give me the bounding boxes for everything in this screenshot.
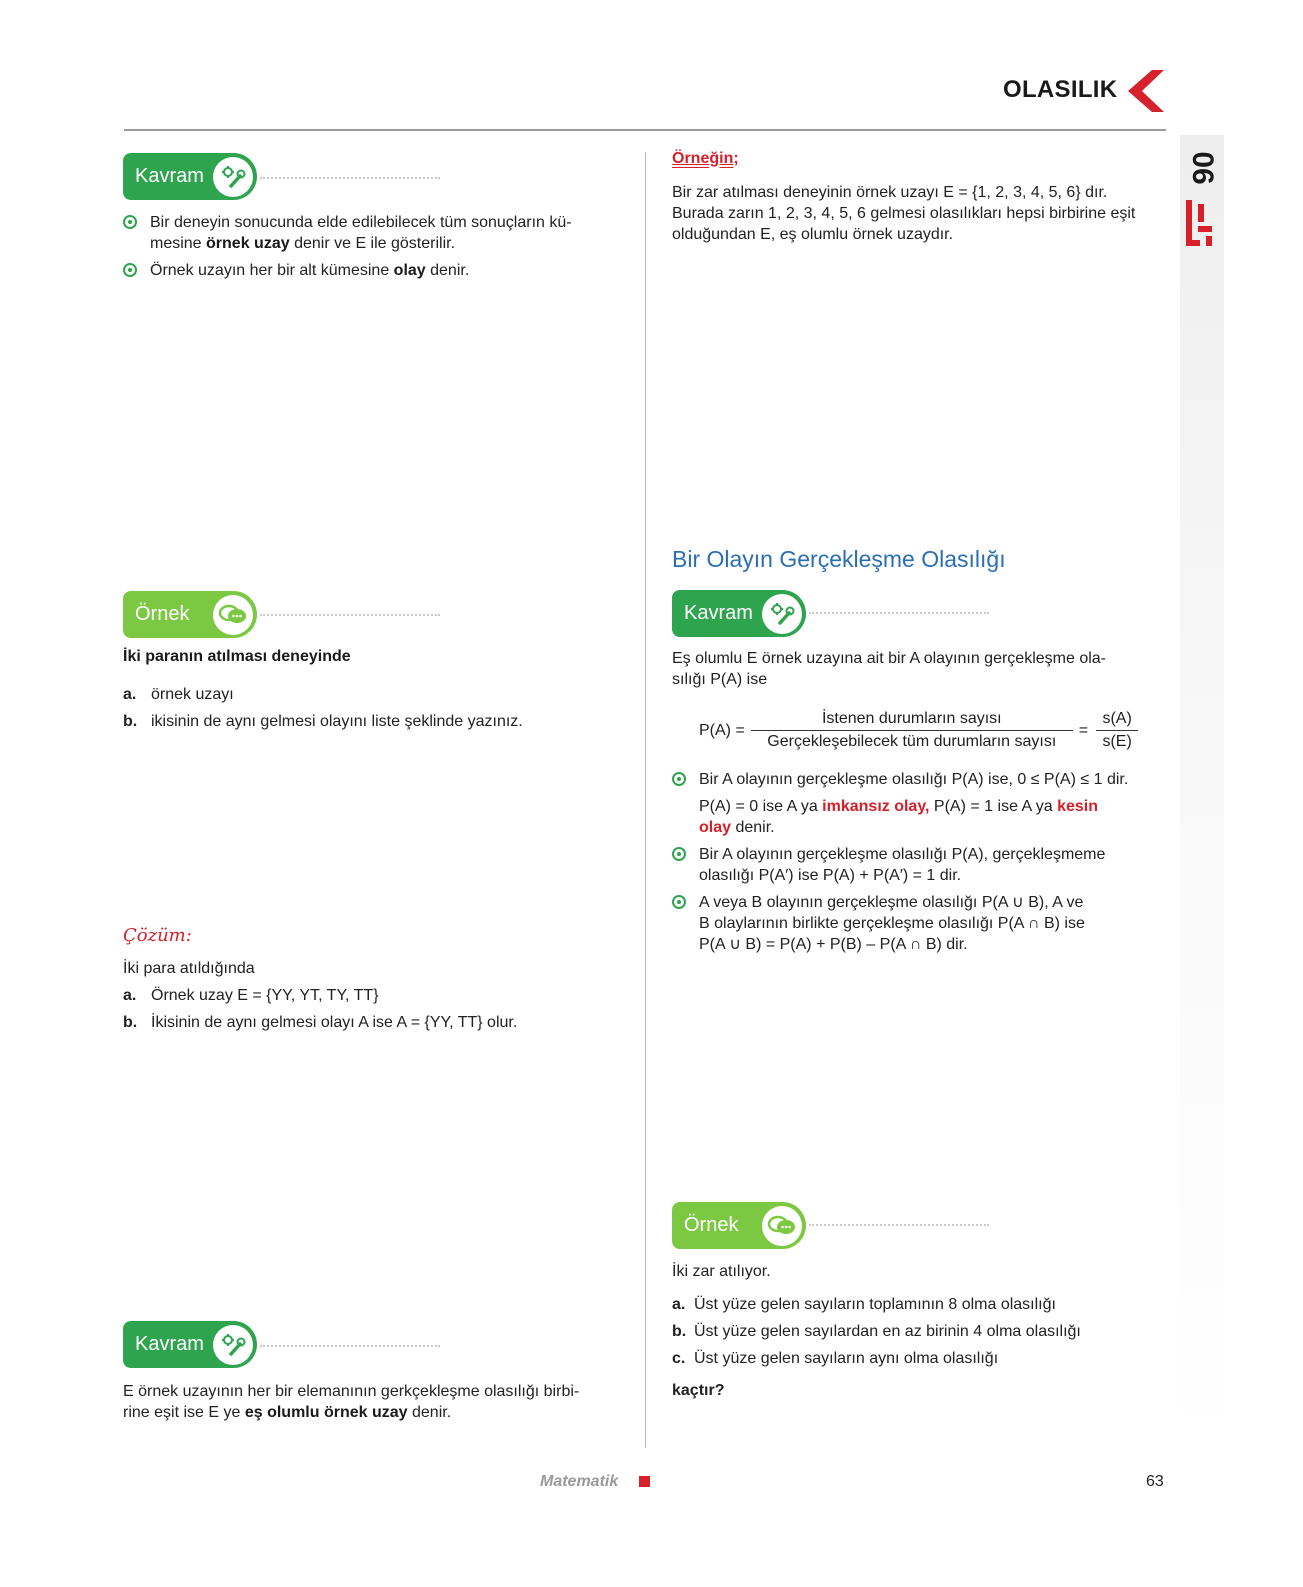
ornegin-label: Örneğin; — [672, 150, 739, 167]
formula-denominator-short: s(E) — [1096, 730, 1138, 751]
footer-square — [639, 1476, 650, 1487]
bullet-icon — [672, 895, 686, 909]
kavram1-text — [123, 212, 618, 281]
list-item: b. Üst yüze gelen sayılardan en az birinin 4 olma olasılığı — [672, 1323, 1081, 1340]
kavram-badge: Kavram — [123, 1321, 257, 1368]
kavram-badge: Kavram — [123, 153, 257, 200]
kavram-intro: Eş olumlu E örnek uzayına ait bir A olayının gerçekleşme ola- sılığı P(A) ise — [672, 650, 1106, 688]
dotted-line — [260, 177, 440, 179]
kavram2-text: E örnek uzayının her bir elemanının gerkçekleşme olasılığı birbi- rine eşit ise E ye eş olumlu örnek uzay denir. — [123, 1383, 580, 1421]
kavram-badge: Kavram — [672, 590, 806, 637]
probability-formula: P(A) = $\frac{\text{İstenen durumların sayısı}}{\text{Gerçekleşebilecek tüm durumların sayısı}}$ = $\frac{s(A)}{s(E)}$ — [699, 710, 1138, 751]
bullet-icon — [123, 263, 137, 277]
bullet-icon — [672, 847, 686, 861]
chevron-left-icon — [1124, 68, 1168, 114]
speech-bubbles-icon — [762, 1206, 802, 1246]
dotted-line — [809, 1224, 989, 1226]
section-title: Bir Olayın Gerçekleşme Olasılığı — [672, 546, 1006, 572]
ornegin-text: Bir zar atılması deneyinin örnek uzayı E = {1, 2, 3, 4, 5, 6} dır. Burada zarın 1, 2, 3, 4, 5, 6 gelmesi olasılıkları hepsi birbirine eşit olduğundan E, eş olumlu örnek uzaydır. — [672, 184, 1136, 243]
ornek1-block — [123, 646, 618, 732]
wrench-gear-icon — [213, 1325, 253, 1365]
bullet-item: Örnek uzayın her bir alt kümesine olay denir. — [123, 260, 618, 281]
dotted-line — [260, 614, 440, 616]
bullet-item: Bir A olayının gerçekleşme olasılığı P(A) ise, 0 ≤ P(A) ≤ 1 dir. P(A) = 0 ise A ya imkansız olay, P(A) = 1 ise A ya kesin olay denir. — [672, 769, 1167, 838]
list-item: a. Örnek uzay E = {YY, YT, TY, TT} — [123, 987, 379, 1004]
wrench-gear-icon — [762, 594, 802, 634]
bullet-item: A veya B olayının gerçekleşme olasılığı P(A ∪ B), A ve B olaylarının birlikte gerçekleşme olasılığı P(A ∩ B) ise P(A ∪ B) = P(A) + P(B) – P(A ∩ B) dir. — [672, 892, 1167, 955]
bullet-icon — [123, 215, 137, 229]
dotted-line — [809, 612, 989, 614]
list-item: a. Üst yüze gelen sayıların toplamının 8 olma olasılığı — [672, 1296, 1056, 1313]
bullet-item: Bir A olayının gerçekleşme olasılığı P(A), gerçekleşmeme olasılığı P(A′) ise P(A) + P(A′) = 1 dir. — [672, 844, 1167, 886]
formula-numerator: İstenen durumların sayısı — [821, 710, 1002, 727]
chapter-title: OLASILIK — [1003, 76, 1118, 103]
formula-numerator-short: s(A) — [1102, 710, 1132, 727]
ornek-intro: İki zar atılıyor. — [672, 1263, 771, 1280]
column-divider — [645, 152, 646, 1448]
bullet-icon — [672, 772, 686, 786]
list-item: c. Üst yüze gelen sayıların aynı olma olasılığı — [672, 1350, 999, 1367]
formula-denominator: Gerçekleşebilecek tüm durumların sayısı — [751, 730, 1073, 751]
list-item: a. örnek uzayı — [123, 686, 234, 703]
side-tab — [1180, 135, 1224, 1450]
list-item: b. ikisinin de aynı gelmesi olayını liste şeklinde yazınız. — [123, 713, 523, 730]
dotted-line — [260, 1345, 440, 1347]
speech-bubbles-icon — [213, 595, 253, 635]
ornek-block — [672, 1261, 1167, 1401]
ornek-question: kaçtır? — [672, 1382, 725, 1399]
kavram-bullets — [672, 769, 1167, 955]
cozum-intro: İki para atıldığında — [123, 960, 255, 977]
bullet-item: Bir deneyin sonucunda elde edilebilecek tüm sonuçların kü- mesine örnek uzay denir ve E ile gösterilir. — [123, 212, 618, 254]
cozum-label: Çözüm: — [123, 925, 192, 946]
list-item: b. İkisinin de aynı gelmesi olayı A ise A = {YY, TT} olur. — [123, 1014, 518, 1031]
page-number: 63 — [1146, 1473, 1164, 1490]
header-rule — [124, 129, 1166, 131]
ornek-badge: Örnek — [672, 1202, 806, 1249]
wrench-gear-icon — [213, 157, 253, 197]
ornek-badge: Örnek — [123, 591, 257, 638]
side-tab-logo — [1186, 200, 1216, 250]
side-tab-number: 06 — [1186, 151, 1219, 185]
footer-subject: Matematik — [540, 1473, 619, 1490]
cozum-block — [123, 958, 618, 1033]
ornek1-heading: İki paranın atılması deneyinde — [123, 648, 351, 665]
